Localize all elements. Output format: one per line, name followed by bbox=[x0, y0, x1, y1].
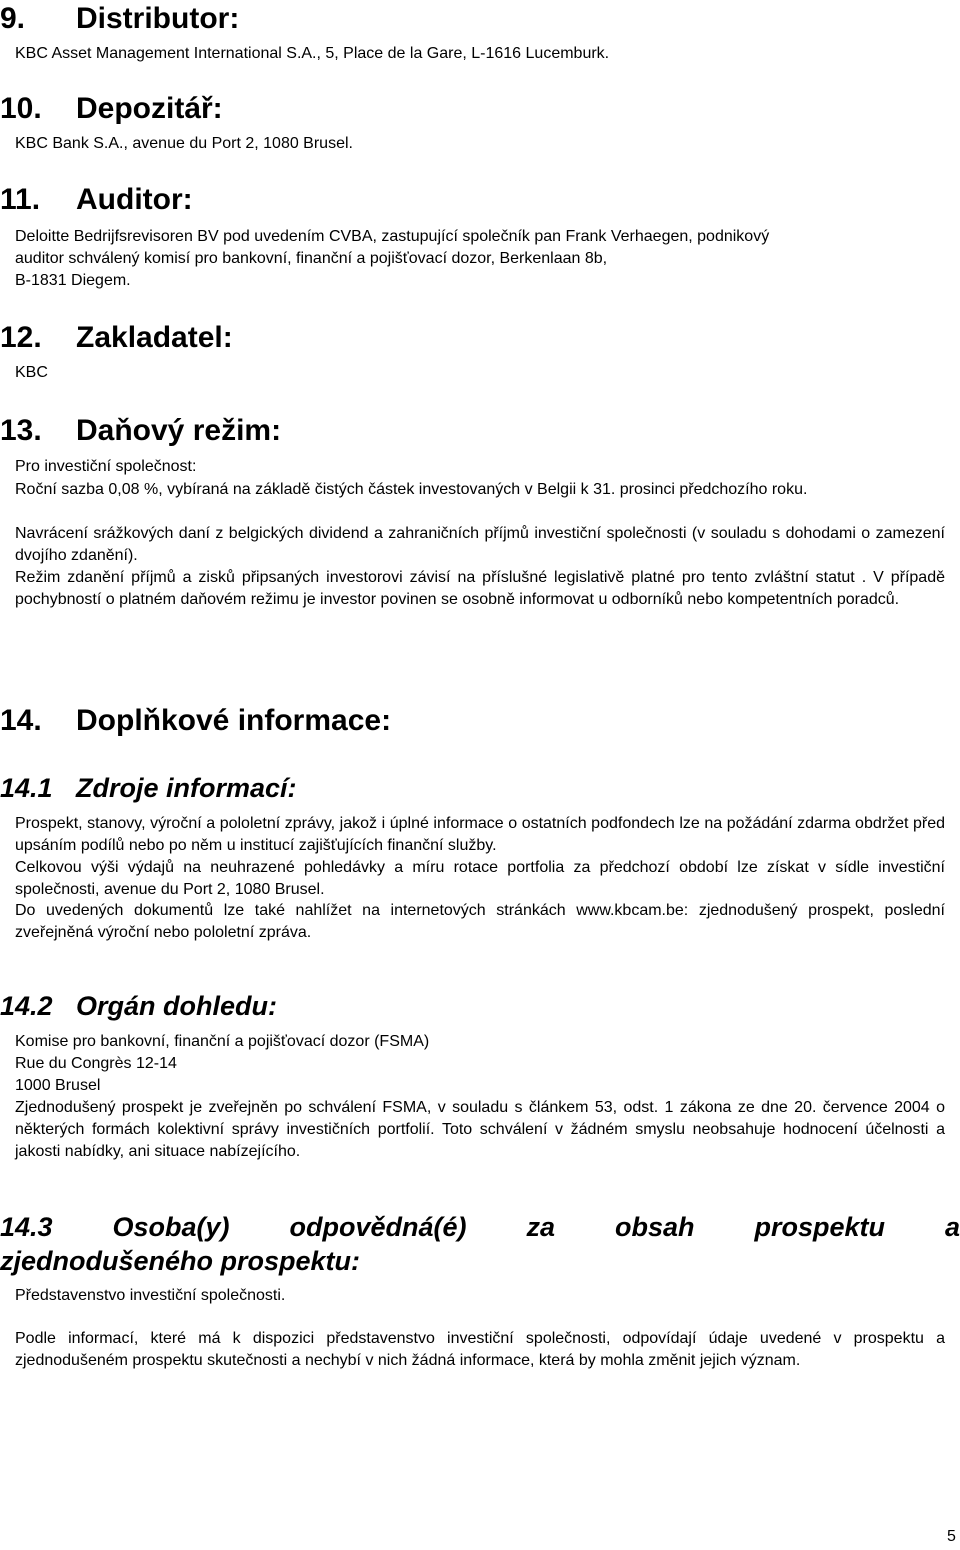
heading-title: Distributor: bbox=[76, 2, 240, 35]
heading-auditor bbox=[0, 183, 960, 217]
supervisor-paragraph: Zjednodušený prospekt je zveřejněn po schválení FSMA, v souladu s článkem 53, odst. 1 zákona ze dne 20. července 2004 o některých formách kolektivní správy investičních portfolií. Toto schválení v žádném smyslu neobsahuje hodnocení účelnosti a jakosti nabídky, ani situace nabízejícího. bbox=[15, 1099, 945, 1160]
tax-intro: Pro investiční společnost: bbox=[15, 458, 197, 475]
heading-number: 14.2 bbox=[0, 991, 53, 1021]
heading-doplnkove-informace bbox=[0, 704, 960, 738]
sources-paragraph-1: Prospekt, stanovy, výroční a pololetní zprávy, jakož i úplné informace o ostatních podfondech lze na požádání zdarma obdržet před upsáním podílů nebo po něm u institucí zajišťujících finanční služby. bbox=[15, 815, 945, 854]
responsible-paragraph: Podle informací, které má k dispozici představenstvo investiční společnosti, odpovídají údaje uvedené v prospektu a zjednodušeném prospektu skutečnosti a nechybí v nich žádná informace, která by mohla změnit jejich význam. bbox=[15, 1330, 945, 1369]
responsible-body: Představenstvo investiční společnosti. bbox=[15, 1287, 286, 1304]
heading-title: Daňový režim: bbox=[76, 414, 282, 447]
heading-title: Orgán dohledu: bbox=[76, 991, 277, 1021]
distributor-text: KBC Asset Management International S.A., 5, Place de la Gare, L-1616 Lucemburk. bbox=[15, 45, 610, 62]
heading-title: Doplňkové informace: bbox=[76, 704, 392, 737]
page-number: 5 bbox=[947, 1528, 956, 1545]
heading-number: 13. bbox=[0, 414, 42, 447]
heading-number: 14.1 bbox=[0, 773, 53, 803]
heading-title: Zakladatel: bbox=[76, 321, 233, 354]
heading-title-line-2: zjednodušeného prospektu: bbox=[0, 1246, 361, 1276]
tax-paragraph-2: Navrácení srážkových daní z belgických dividend a zahraničních příjmů investiční společnosti (v souladu s dohodami o zamezení dvojího zdanění). bbox=[15, 525, 945, 564]
depozitar-text: KBC Bank S.A., avenue du Port 2, 1080 Brusel. bbox=[15, 135, 353, 152]
heading-title: Zdroje informací: bbox=[76, 773, 297, 803]
heading-zakladatel bbox=[0, 321, 960, 355]
tax-paragraph-3: Režim zdanění příjmů a zisků připsaných investorovi závisí na příslušné legislativě platné pro tento zvláštní statut . V případě pochybností o platném daňovém režimu je investor povinen se osobně informovat u odborníků nebo kompetentních poradců. bbox=[15, 569, 945, 608]
heading-organ-dohledu bbox=[0, 990, 960, 1022]
heading-odpovedna-osoba bbox=[0, 1210, 960, 1278]
sources-paragraph-3: Do uvedených dokumentů lze také nahlížet na internetových stránkách www.kbcam.be: zjednodušený prospekt, poslední zveřejněná výroční nebo pololetní zpráva. bbox=[15, 902, 945, 941]
sources-paragraph-2: Celkovou výši výdajů na neuhrazené pohledávky a míru rotace portfolia za předchozí období lze získat v sídle investiční společnosti, avenue du Port 2, 1080 Brusel. bbox=[15, 859, 945, 898]
auditor-line-2: auditor schválený komisí pro bankovní, finanční a pojišťovací dozor, Berkenlaan 8b, bbox=[15, 250, 608, 267]
heading-zdroje-informaci bbox=[0, 772, 960, 804]
heading-number: 10. bbox=[0, 92, 42, 125]
heading-number: 12. bbox=[0, 321, 42, 354]
zakladatel-text: KBC bbox=[15, 364, 48, 381]
heading-distributor bbox=[0, 2, 960, 36]
heading-title-line-1: 14.3 Osoba(y) odpovědná(é) za obsah prospektu a bbox=[0, 1212, 960, 1242]
heading-title: Auditor: bbox=[76, 183, 193, 216]
tax-paragraph-1: Roční sazba 0,08 %, vybíraná na základě čistých částek investovaných v Belgii k 31. prosinci předchozího roku. bbox=[15, 481, 808, 498]
heading-danovy-rezim bbox=[0, 414, 960, 448]
heading-number: 11. bbox=[0, 183, 41, 216]
auditor-line-3: B-1831 Diegem. bbox=[15, 272, 131, 289]
auditor-line-1: Deloitte Bedrijfsrevisoren BV pod uvedením CVBA, zastupující společník pan Frank Verhaegen, podnikový bbox=[15, 228, 770, 245]
heading-title: Depozitář: bbox=[76, 92, 223, 125]
heading-number: 9. bbox=[0, 2, 26, 35]
supervisor-street: Rue du Congrès 12-14 bbox=[15, 1055, 177, 1072]
heading-number: 14. bbox=[0, 704, 42, 737]
supervisor-city: 1000 Brusel bbox=[15, 1077, 101, 1094]
supervisor-name: Komise pro bankovní, finanční a pojišťovací dozor (FSMA) bbox=[15, 1033, 430, 1050]
heading-depozitar bbox=[0, 92, 960, 126]
